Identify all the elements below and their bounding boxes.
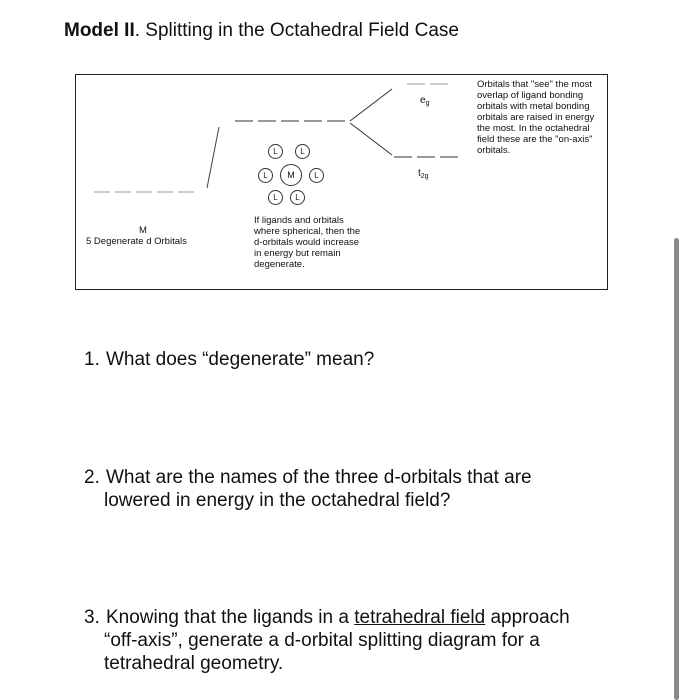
ligand-top-right: L: [295, 144, 310, 159]
raise-connector: [207, 127, 219, 188]
eg-label: $e_g$: [420, 95, 430, 107]
question-3: 3. Knowing that the ligands in a tetrahedral field approach “off-axis”, generate a d-orbital splitting diagram for a tetrahedral geometry.: [84, 607, 570, 674]
question-1: 1. What does “degenerate” mean?: [84, 349, 375, 370]
t2g-label: $t_{2g}$: [418, 168, 429, 180]
degenerate-orbitals-label: 5 Degenerate d Orbitals: [86, 236, 187, 247]
tetrahedral-field-term: tetrahedral field: [354, 607, 486, 628]
question-2: 2. What are the names of the three d-orbitals that are lowered in energy in the octahedral field?: [84, 467, 532, 511]
spherical-note: If ligands and orbitals where spherical, then the d-orbitals would increase in energy but remain degenerate.: [254, 215, 361, 270]
vertical-scrollbar[interactable]: [674, 238, 679, 700]
ligand-bottom-right: L: [290, 190, 305, 205]
ligand-bottom-left: L: [268, 190, 283, 205]
split-down-line: [350, 123, 392, 155]
metal-center: M: [280, 164, 302, 186]
ligand-left: L: [258, 168, 273, 183]
on-axis-note: Orbitals that "see" the most overlap of ligand bonding orbitals with metal bonding orbitals are raised in energy the most. In the octahedral field these are the "on-axis" orbitals.: [477, 79, 595, 156]
ligand-right: L: [309, 168, 324, 183]
ligand-top-left: L: [268, 144, 283, 159]
title-text: . Splitting in the Octahedral Field Case: [134, 20, 459, 41]
model-label: Model II: [64, 20, 135, 41]
metal-label: M: [139, 225, 147, 236]
split-up-line: [350, 89, 392, 121]
